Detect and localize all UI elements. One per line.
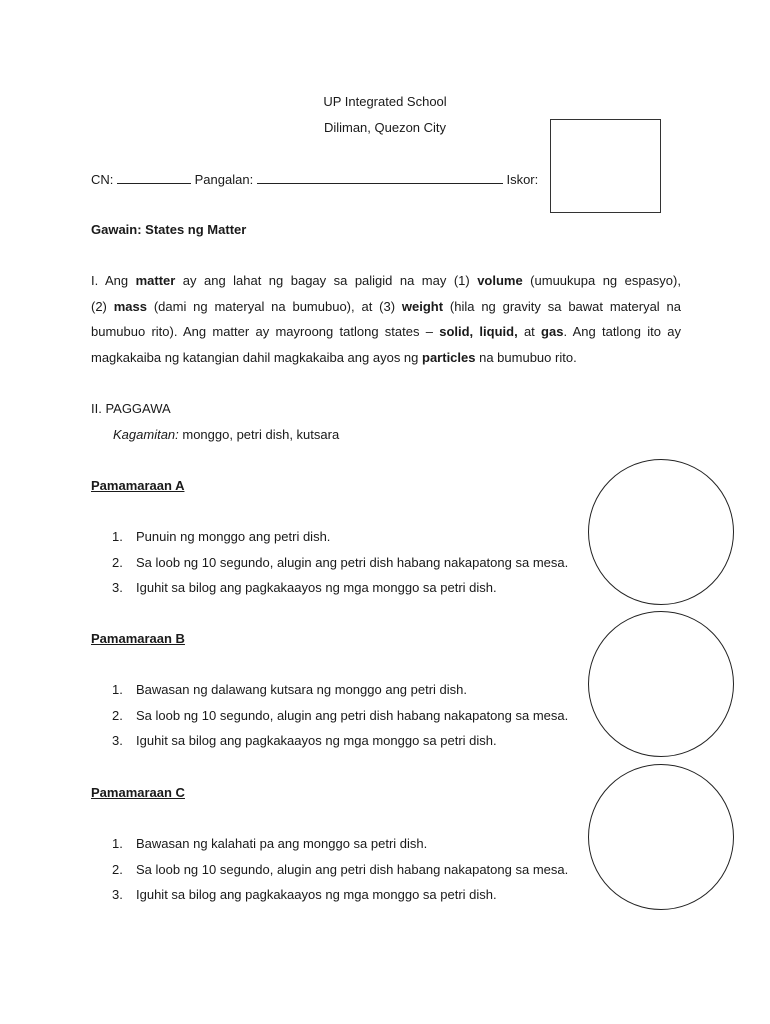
score-label: Iskor:: [506, 172, 539, 187]
info-line: [91, 171, 538, 187]
list-item: 1. Punuin ng monggo ang petri dish.: [112, 529, 331, 544]
cn-label: CN:: [91, 172, 114, 187]
intro-line-4: magkakaiba ng katangian dahil magkakaiba ang ayos ng particles na bumubuo rito.: [91, 349, 577, 365]
name-field[interactable]: [257, 171, 503, 184]
materials-list: monggo, petri dish, kutsara: [178, 427, 340, 442]
materials-label: Kagamitan:: [113, 427, 179, 442]
score-box[interactable]: [550, 119, 661, 213]
drawing-circle-c[interactable]: [588, 764, 734, 910]
intro-line-2: (2) mass (dami ng materyal na bumubuo), at (3) weight (hila ng gravity sa bawat materyal na: [91, 298, 682, 314]
intro-line-3: bumubuo rito). Ang matter ay mayroong tatlong states – solid, liquid, at gas. Ang tatlong ito ay: [91, 324, 681, 339]
section-title-paggawa: II. PAGGAWA: [91, 401, 171, 416]
list-item: 2. Sa loob ng 10 segundo, alugin ang petri dish habang nakapatong sa mesa.: [112, 554, 569, 570]
procedure-b-steps: [112, 677, 568, 754]
procedure-a-steps: [112, 524, 568, 601]
procedure-b-title: Pamamaraan B: [91, 631, 185, 646]
procedure-c-steps: [112, 831, 568, 908]
drawing-circle-b[interactable]: [588, 611, 734, 757]
list-item: 3. Iguhit sa bilog ang pagkakaayos ng mga monggo sa petri dish.: [112, 580, 497, 595]
list-item: 3. Iguhit sa bilog ang pagkakaayos ng mga monggo sa petri dish.: [112, 887, 497, 902]
intro-line-1: I. Ang matter ay ang lahat ng bagay sa paligid na may (1) volume (umuukupa ng espasyo),: [91, 273, 681, 288]
list-item: 2. Sa loob ng 10 segundo, alugin ang petri dish habang nakapatong sa mesa.: [112, 707, 569, 723]
procedure-c-title: Pamamaraan C: [91, 785, 185, 800]
school-location: Diliman, Quezon City: [323, 120, 447, 135]
cn-field[interactable]: [117, 171, 191, 184]
list-item: 1. Bawasan ng kalahati pa ang monggo sa petri dish.: [112, 836, 428, 851]
list-item: 2. Sa loob ng 10 segundo, alugin ang petri dish habang nakapatong sa mesa.: [112, 861, 569, 877]
list-item: 3. Iguhit sa bilog ang pagkakaayos ng mga monggo sa petri dish.: [112, 733, 497, 748]
drawing-circle-a[interactable]: [588, 459, 734, 605]
materials-line: [113, 427, 339, 442]
intro-paragraph: [91, 268, 681, 370]
school-name: UP Integrated School: [323, 94, 447, 109]
procedure-a-title: Pamamaraan A: [91, 478, 185, 493]
activity-title: Gawain: States ng Matter: [91, 222, 247, 237]
list-item: 1. Bawasan ng dalawang kutsara ng monggo ang petri dish.: [112, 682, 467, 697]
name-label: Pangalan:: [194, 172, 254, 187]
